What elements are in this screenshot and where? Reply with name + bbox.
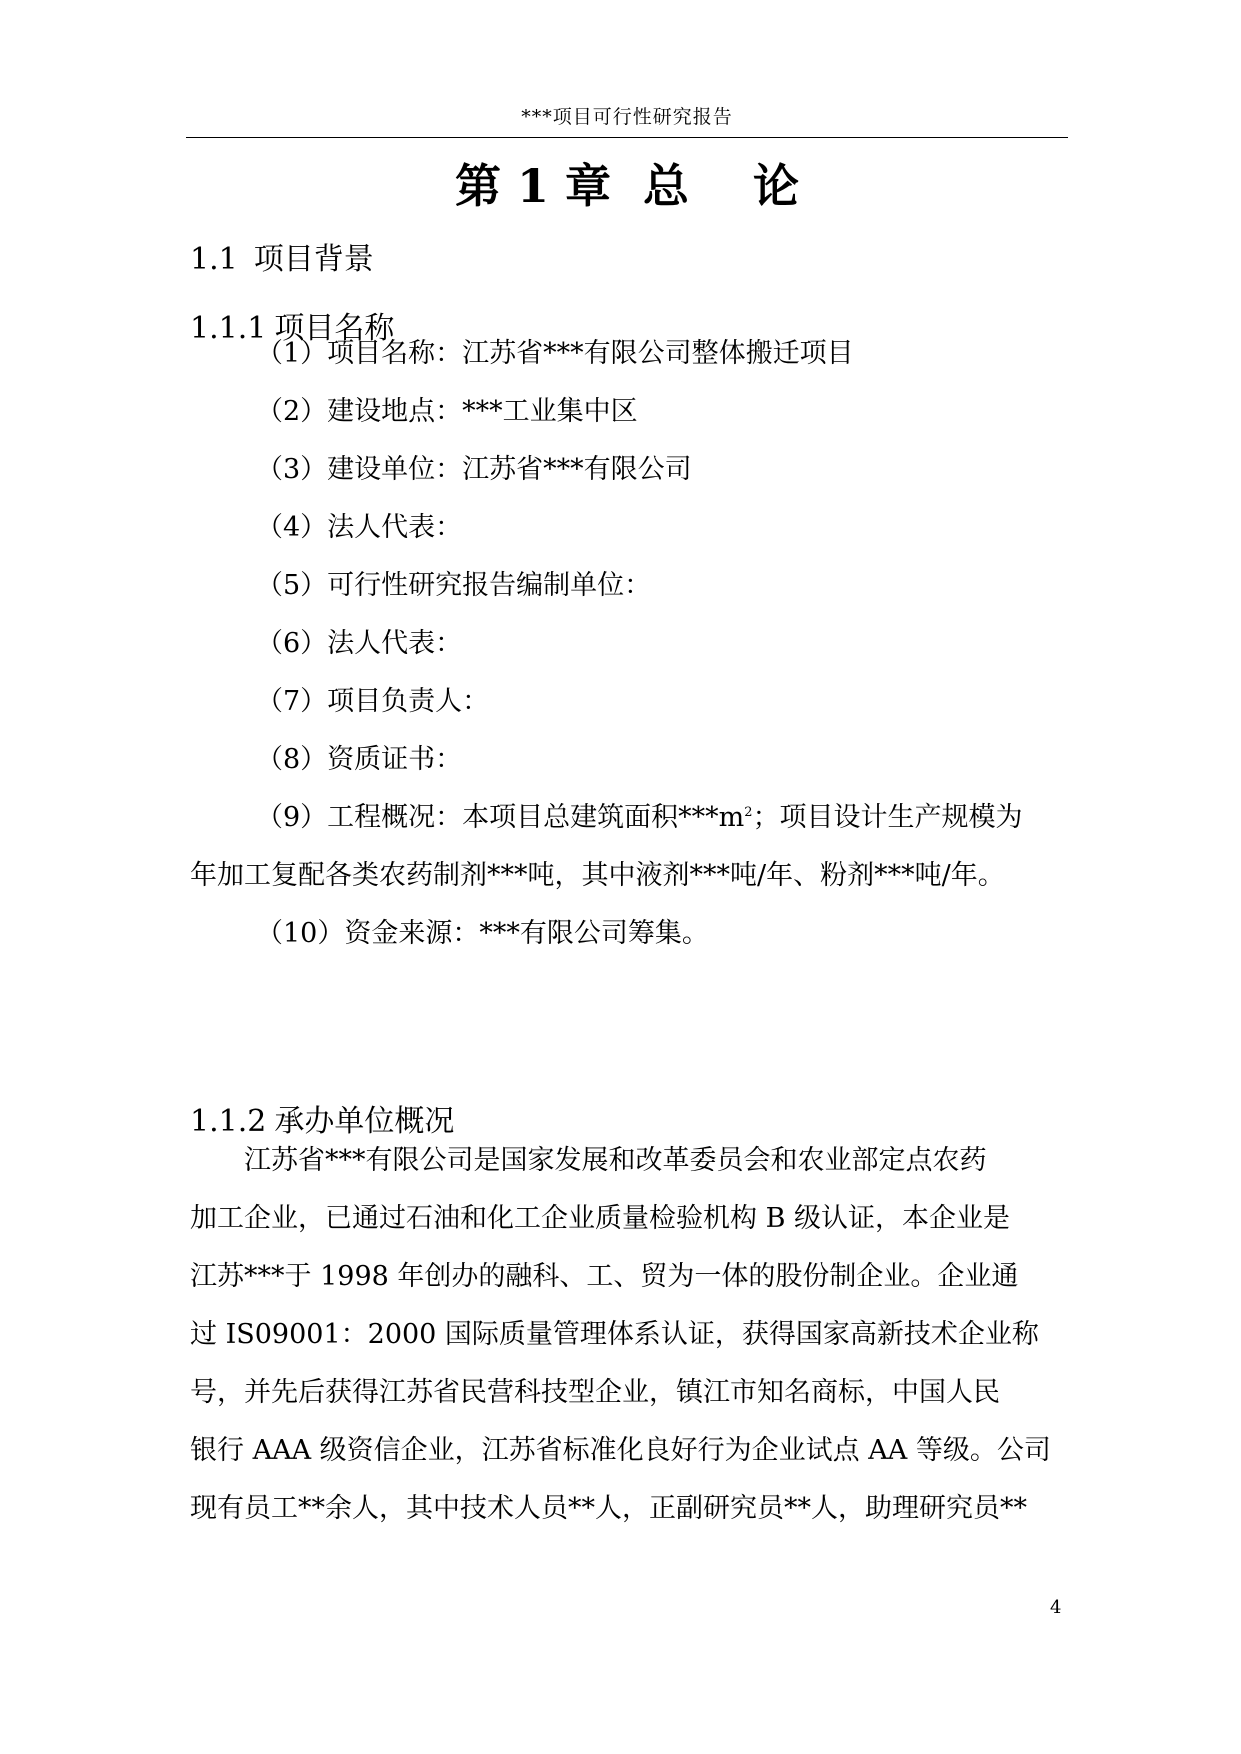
subsection-number: 1.1.2 xyxy=(190,1104,267,1139)
body-line: 银行 AAA 级资信企业，江苏省标准化良好行为企业试点 AA 等级。公司 xyxy=(190,1435,1051,1466)
running-header: ***项目可行性研究报告 xyxy=(521,106,733,128)
body-line: 过 IS09001：2000 国际质量管理体系认证，获得国家高新技术企业称 xyxy=(190,1319,1039,1350)
section-number: 1.1 xyxy=(190,242,238,277)
list-item-funding: （10）资金来源：***有限公司筹集。 xyxy=(256,918,709,949)
list-item-project-lead: （7）项目负责人： xyxy=(256,686,490,717)
list-item-legal-rep-2: （6）法人代表： xyxy=(256,628,463,659)
section-heading xyxy=(190,238,374,282)
body-line: 加工企业，已通过石油和化工企业质量检验机构 B 级认证，本企业是 xyxy=(190,1203,1011,1234)
overview-text-b: ；项目设计生产规模为 xyxy=(752,802,1023,833)
body-line-text: 江苏省***有限公司是国家发展和改革委员会和农业部定点农药 xyxy=(244,1145,987,1176)
list-item-builder: （3）建设单位：江苏省***有限公司 xyxy=(256,454,692,485)
superscript-two: 2 xyxy=(744,805,753,820)
list-item-report-unit: （5）可行性研究报告编制单位： xyxy=(256,570,652,601)
body-line: 现有员工**余人，其中技术人员**人，正副研究员**人，助理研究员** xyxy=(190,1493,1027,1524)
chapter-title: 第 1 章 总 论 xyxy=(454,159,800,213)
header-divider xyxy=(186,137,1068,138)
subsection-title: 承办单位概况 xyxy=(274,1104,455,1139)
list-item-legal-rep: （4）法人代表： xyxy=(256,512,463,543)
subsection-title: 项目名称 xyxy=(274,311,395,346)
overview-text-a: （9）工程概况：本项目总建筑面积***m xyxy=(256,802,745,833)
subsection-number: 1.1.1 xyxy=(190,311,267,346)
body-line: 号，并先后获得江苏省民营科技型企业，镇江市知名商标，中国人民 xyxy=(190,1377,1000,1408)
list-item-location: （2）建设地点：***工业集中区 xyxy=(256,396,638,427)
body-line xyxy=(190,1141,1064,1181)
list-item-certificate: （8）资质证书： xyxy=(256,744,463,775)
page-number: 4 xyxy=(1050,1597,1062,1618)
list-item-overview-line1 xyxy=(256,798,1023,838)
list-item-project-name: （1）项目名称：江苏省***有限公司整体搬迁项目 xyxy=(256,338,854,369)
section-title: 项目背景 xyxy=(253,242,374,277)
list-item-overview-line2: 年加工复配各类农药制剂***吨，其中液剂***吨/年、粉剂***吨/年。 xyxy=(190,860,1005,891)
subsection-heading-company-overview xyxy=(190,1100,454,1144)
body-line: 江苏***于 1998 年创办的融科、工、贸为一体的股份制企业。企业通 xyxy=(190,1261,1019,1292)
